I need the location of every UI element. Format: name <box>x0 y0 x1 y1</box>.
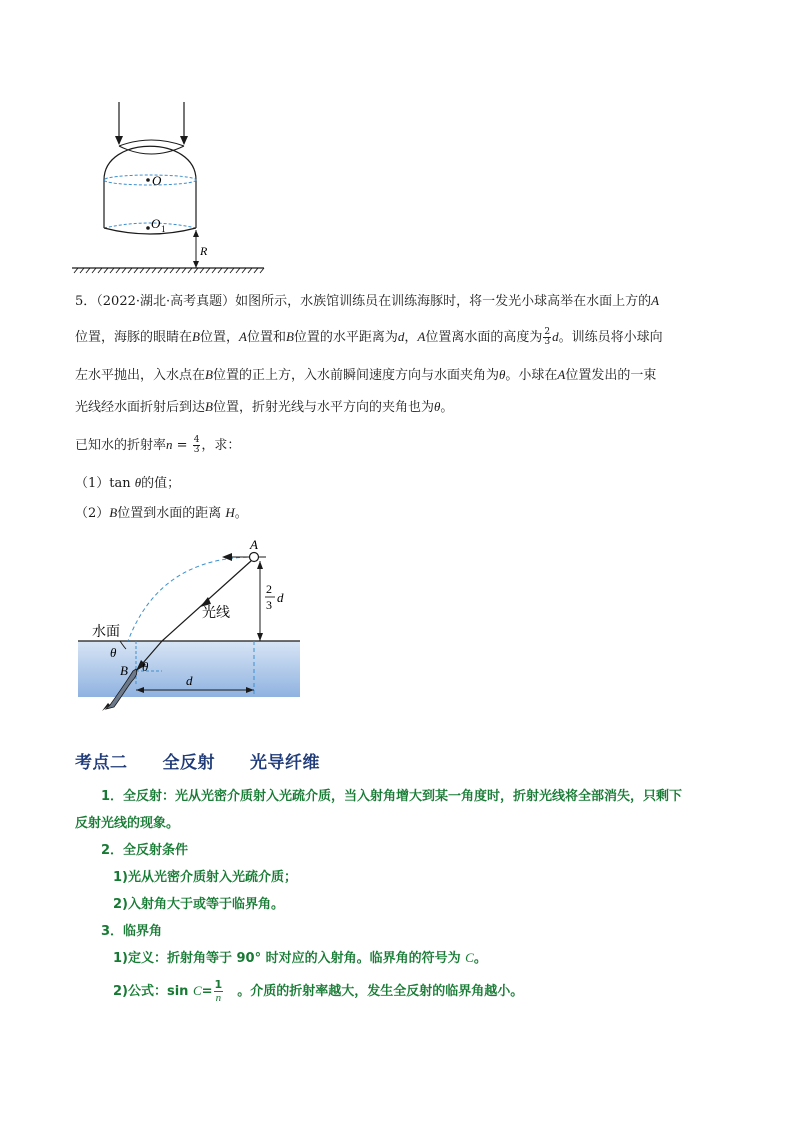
critical-angle-formula: 2)公式：sin C= $\frac{1}{n}$ 。介质的折射率越大，发生全反射的临界角越小。 <box>113 978 524 1004</box>
problem5-line5: 已知水的折射率n = $\frac{4}{3}$ ，求： <box>75 435 241 455</box>
label-O1-sub: 1 <box>161 224 166 234</box>
center-dot-O <box>146 178 150 182</box>
arrow-down-icon <box>193 261 199 268</box>
label-theta-1: θ <box>110 645 117 660</box>
trajectory-dashed <box>128 557 254 641</box>
ground-hatch <box>74 268 264 273</box>
label-height-num: 2 <box>266 582 272 596</box>
arrow-icon <box>115 136 123 145</box>
figure-hemisphere-cylinder <box>68 100 268 280</box>
arrow-up-icon <box>257 561 263 569</box>
problem-source: （2022·湖北·高考真题） <box>96 294 236 309</box>
definition-line1: 1．全反射：光从光密介质射入光疏介质，当入射角增大到某一角度时，折射光线将全部消失，只剩下 <box>101 789 683 804</box>
definition-line2: 反射光线的现象。 <box>75 816 180 831</box>
problem-number: 5． <box>75 294 97 309</box>
bottom-ellipse-back <box>104 223 196 228</box>
dome-cut <box>119 146 184 154</box>
label-R: R <box>200 244 208 258</box>
problem5-line2: 位置，海豚的眼睛在B位置，A位置和B位置的水平距离为d，A位置离水面的高度为 $\frac{2}{3}$ d。训练员将小球向 <box>75 327 663 347</box>
problem5-line1: 5．（2022·湖北·高考真题）如图所示，水族馆训练员在训练海豚时，将一发光小球高举在水面上方的A <box>75 293 660 309</box>
label-light-ray: 光线 <box>202 606 230 621</box>
label-theta-2: θ <box>142 659 149 674</box>
fraction-four-thirds: $\frac{4}{3}$ <box>193 435 200 455</box>
critical-angle-definition: 1)定义：折射角等于 90° 时对应的入射角。临界角的符号为 C。 <box>113 950 487 966</box>
center-ellipse <box>104 175 196 185</box>
label-A: A <box>250 537 258 552</box>
arrow-up-icon <box>193 230 199 237</box>
label-height-d: d <box>277 590 284 605</box>
condition-item-2: 2)入射角大于或等于临界角。 <box>113 897 284 912</box>
center-dot-O1 <box>146 226 150 230</box>
arrow-icon <box>180 136 188 145</box>
label-B: B <box>120 663 128 678</box>
dome-cut-back <box>119 140 184 146</box>
fraction-two-thirds: $\frac{2}{3}$ <box>544 327 551 347</box>
problem5-line4: 光线经水面折射后到达B位置，折射光线与水平方向的夹角也为θ。 <box>75 399 454 415</box>
label-water-surface: 水面 <box>92 625 120 640</box>
problem5-line3: 左水平抛出，入水点在B位置的正上方，入水前瞬间速度方向与水面夹角为θ。小球在A位置发出的一束 <box>75 367 657 383</box>
arrow-down-icon <box>257 633 263 641</box>
question-1: （1）tan θ的值； <box>75 475 181 491</box>
label-O1: O <box>151 216 161 231</box>
label-O: O <box>152 173 162 188</box>
figure-dolphin-refraction <box>70 535 310 715</box>
ball-A <box>250 553 259 562</box>
section-heading: 考点二 全反射 光导纤维 <box>75 753 320 773</box>
question-2: （2）B位置到水面的距离 H。 <box>75 505 248 521</box>
condition-item-1: 1)光从光密介质射入光疏介质； <box>113 870 297 885</box>
condition-title: 2．全反射条件 <box>101 843 189 858</box>
bottom-ellipse-front <box>104 228 196 234</box>
critical-angle-title: 3．临界角 <box>101 924 163 939</box>
label-height-den: 3 <box>266 598 272 612</box>
fraction-one-over-n: $\frac{1}{n}$ <box>214 978 223 1004</box>
label-d: d <box>186 673 193 688</box>
